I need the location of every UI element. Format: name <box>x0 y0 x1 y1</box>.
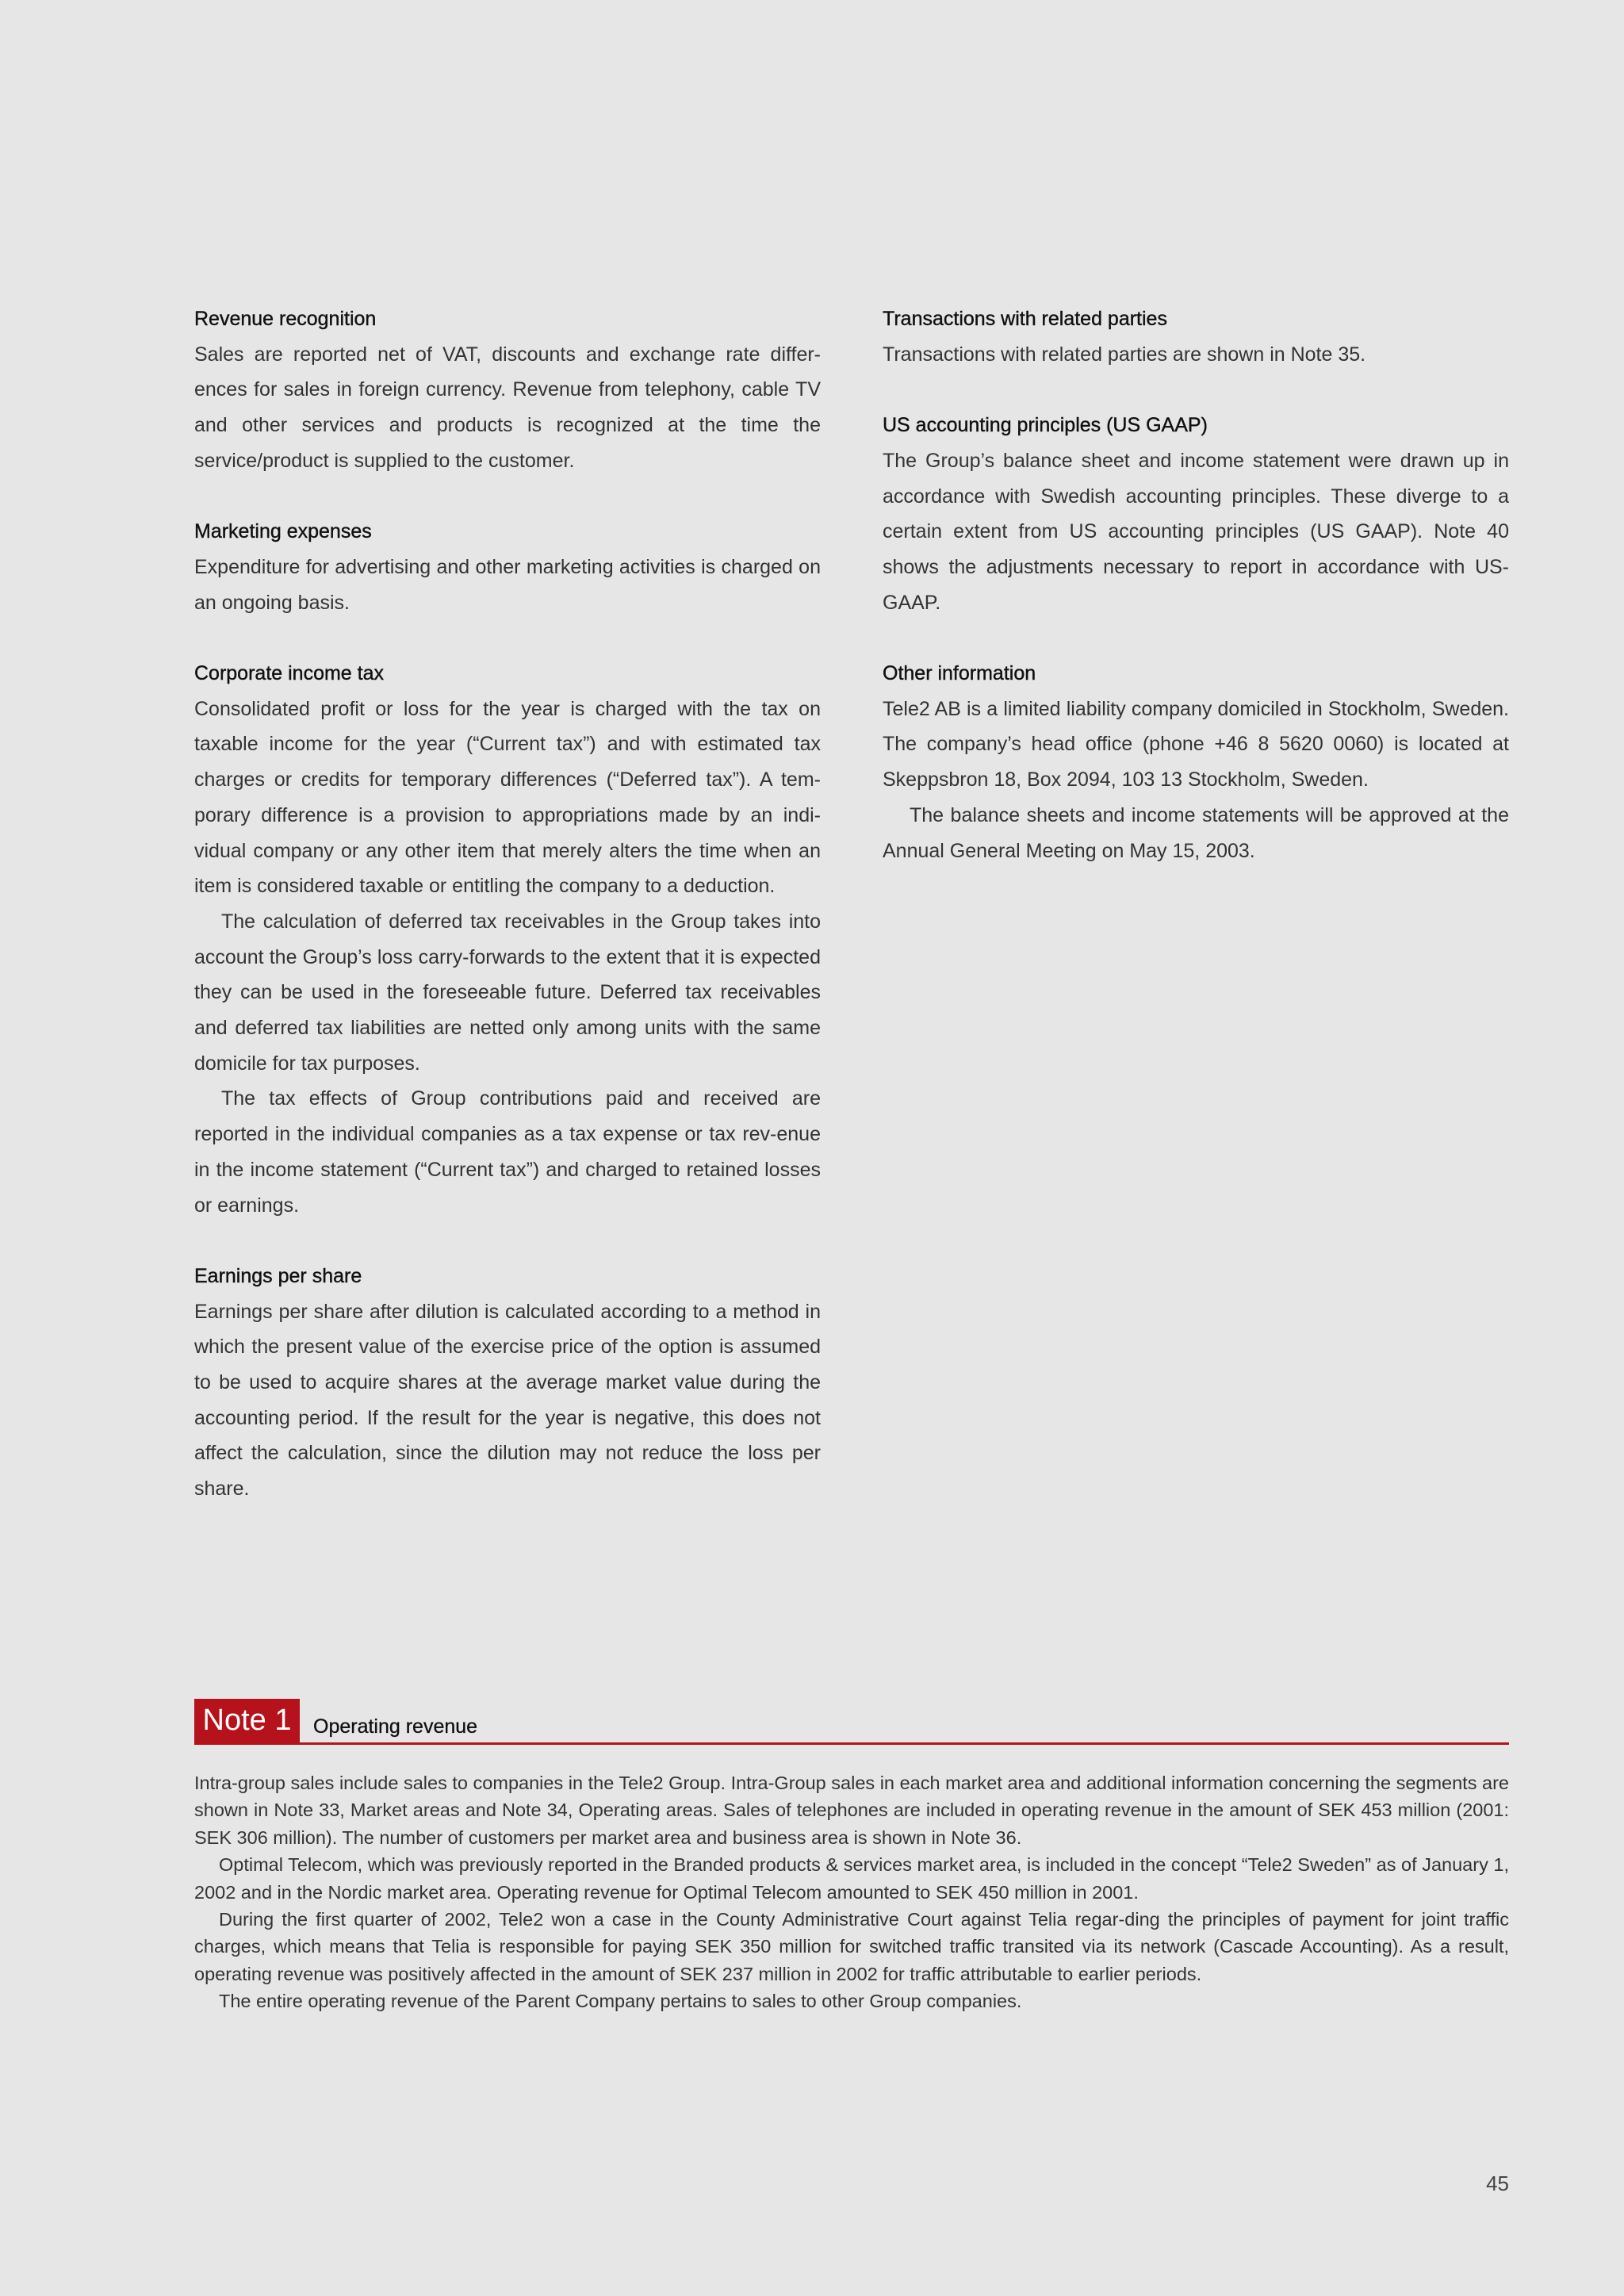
section-heading: Corporate income tax <box>194 662 385 684</box>
section-paragraph: The calculation of deferred tax receivables in the Group takes into account the Group’s loss carry-forwards to the extent that it is expected they can be used in the foreseeable future. Deferred tax receivables and deferred tax liabilities are netted only among units with the same domicile for tax purposes. <box>194 910 821 1075</box>
section-marketing-expenses <box>194 514 821 620</box>
note-badge: Note 1 <box>194 1699 300 1742</box>
section-paragraph: Earnings per share after dilution is calculated according to a method in which the present value of the exercise price of the option is assumed to be used to acquire shares at the average market value during the accounting period. If the result for the year is negative, this does not affect the calculation, since the dilution may not reduce the loss per share. <box>194 1300 821 1501</box>
section-related-parties <box>883 301 1509 372</box>
note-paragraph: During the first quarter of 2002, Tele2 won a case in the County Administrative Court against Telia regar-ding the principles of payment for joint traffic charges, which means that Telia is responsible for paying SEK 350 million for switched traffic transited via its network (Cascade Accounting). As a result, operating revenue was positively affected in the amount of SEK 237 million in 2002 for traffic attributable to earlier periods. <box>194 1909 1509 1984</box>
section-heading: Revenue recognition <box>194 308 377 330</box>
page-number: 45 <box>1486 2171 1509 2195</box>
section-paragraph: Expenditure for advertising and other marketing activities is charged on an ongoing basis. <box>194 555 821 614</box>
section-heading: Other information <box>883 662 1036 684</box>
left-column <box>194 301 821 1543</box>
section-paragraph: Consolidated profit or loss for the year is charged with the tax on taxable income for the year (“Current tax”) and with estimated tax charges or credits for temporary differences (“Deferred tax”). A tem-porary difference is a provision to appropriations made by an indi-vidual company or any other item that merely alters the time when an item is considered taxable or entitling the company to a deduction. <box>194 697 821 898</box>
note-title: Operating revenue <box>313 1715 478 1738</box>
section-paragraph: Transactions with related parties are shown in Note 35. <box>883 343 1366 366</box>
section-revenue-recognition <box>194 301 821 479</box>
section-heading: US accounting principles (US GAAP) <box>883 414 1208 437</box>
section-paragraph: The tax effects of Group contributions paid and received are reported in the individual companies as a tax expense or tax rev-enue in the income statement (“Current tax”) and charged to retained losses or earnings. <box>194 1087 821 1217</box>
section-earnings-per-share <box>194 1259 821 1507</box>
note-header <box>194 1699 1509 1745</box>
section-paragraph: Tele2 AB is a limited liability company domiciled in Stockholm, Sweden. The company’s head office (phone +46 8 5620 0060) is located at Skeppsbron 18, Box 2094, 103 13 Stockholm, Sweden. <box>883 697 1509 792</box>
section-paragraph: The balance sheets and income statements will be approved at the Annual General Meeting on May 15, 2003. <box>883 803 1509 862</box>
section-heading: Marketing expenses <box>194 520 372 543</box>
section-heading: Earnings per share <box>194 1264 362 1287</box>
note-body <box>194 1769 1509 2015</box>
section-other-information <box>883 656 1509 868</box>
note-paragraph: Intra-group sales include sales to companies in the Tele2 Group. Intra-Group sales in each market area and additional information concerning the segments are shown in Note 33, Market areas and Note 34, Operating areas. Sales of telephones are included in operating revenue in the amount of SEK 453 million (2001: SEK 306 million). The number of customers per market area and business area is shown in Note 36. <box>194 1773 1509 1848</box>
section-paragraph: Sales are reported net of VAT, discounts and exchange rate differ-ences for sales in foreign currency. Revenue from telephony, cable TV and other services and products is recognized at the time the service/product is supplied to the customer. <box>194 343 821 472</box>
section-heading: Transactions with related parties <box>883 308 1167 330</box>
section-corporate-income-tax <box>194 656 821 1223</box>
right-column <box>883 301 1509 904</box>
note-paragraph: Optimal Telecom, which was previously reported in the Branded products & services market area, is included in the concept “Tele2 Sweden” as of January 1, 2002 and in the Nordic market area. Operating revenue for Optimal Telecom amounted to SEK 450 million in 2001. <box>194 1854 1509 1903</box>
section-paragraph: The Group’s balance sheet and income statement were drawn up in accordance with Swedish accounting principles. These diverge to a certain extent from US accounting principles (US GAAP). Note 40 shows the adjustments necessary to report in accordance with US-GAAP. <box>883 449 1509 614</box>
section-us-gaap <box>883 408 1509 620</box>
note-paragraph: The entire operating revenue of the Parent Company pertains to sales to other Group companies. <box>219 1991 1022 2012</box>
